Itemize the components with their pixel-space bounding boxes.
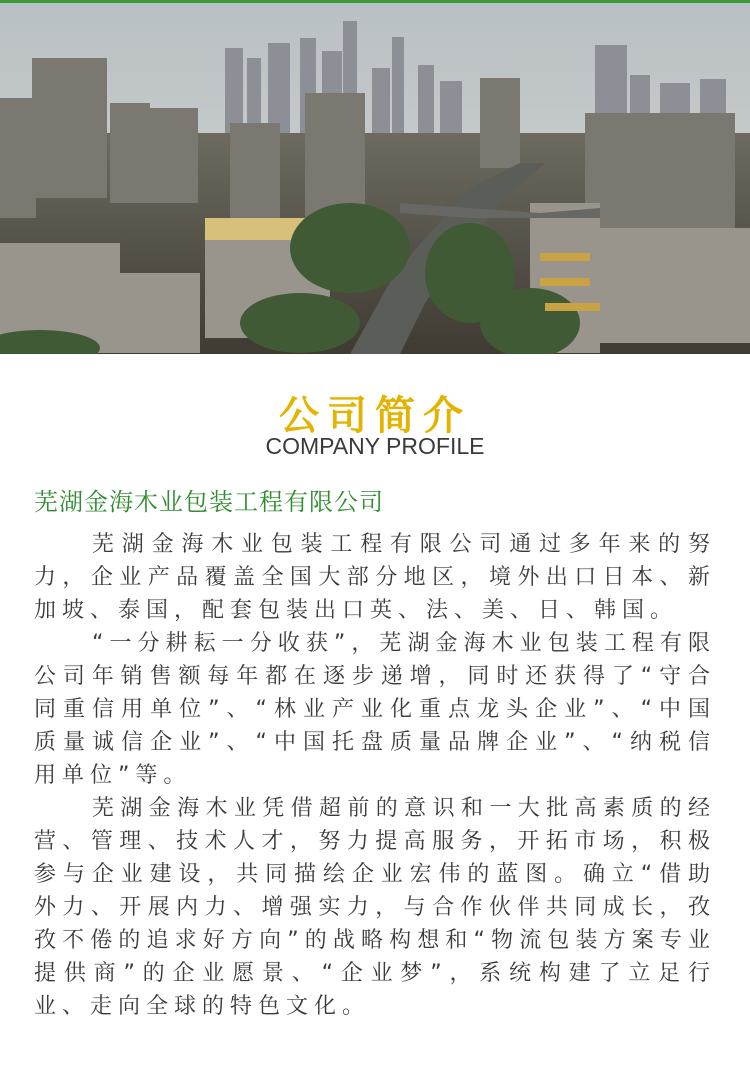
city-skyline-photo	[0, 3, 750, 354]
profile-paragraph: “一分耕耘一分收获”，芜湖金海木业包装工程有限公司年销售额每年都在逐步递增，同时还获得了“守合同重信用单位”、“林业产业化重点龙头企业”、“中国质量诚信企业”、“中国托盘质量品牌企业”、“纳税信用单位”等。	[34, 631, 716, 788]
profile-body	[34, 528, 716, 1023]
page-subtitle: COMPANY PROFILE	[265, 433, 485, 459]
company-name: 芜湖金海木业包装工程有限公司	[34, 488, 384, 516]
profile-paragraph: 芜湖金海木业凭借超前的意识和一大批高素质的经营、管理、技术人才，努力提高服务，开拓市场，积极参与企业建设，共同描绘企业宏伟的蓝图。确立“借助外力、开展内力、增强实力，与合作伙伴共同成长，孜孜不倦的追求好方向”的战略构想和“物流包装方案专业提供商”的企业愿景、“企业梦”，系统构建了立足行业、走向全球的特色文化。	[34, 796, 716, 1019]
page-title: 公司简介	[279, 393, 471, 439]
profile-paragraph: 芜湖金海木业包装工程有限公司通过多年来的努力，企业产品覆盖全国大部分地区，境外出口日本、新加坡、泰国，配套包装出口英、法、美、日、韩国。	[34, 532, 716, 623]
